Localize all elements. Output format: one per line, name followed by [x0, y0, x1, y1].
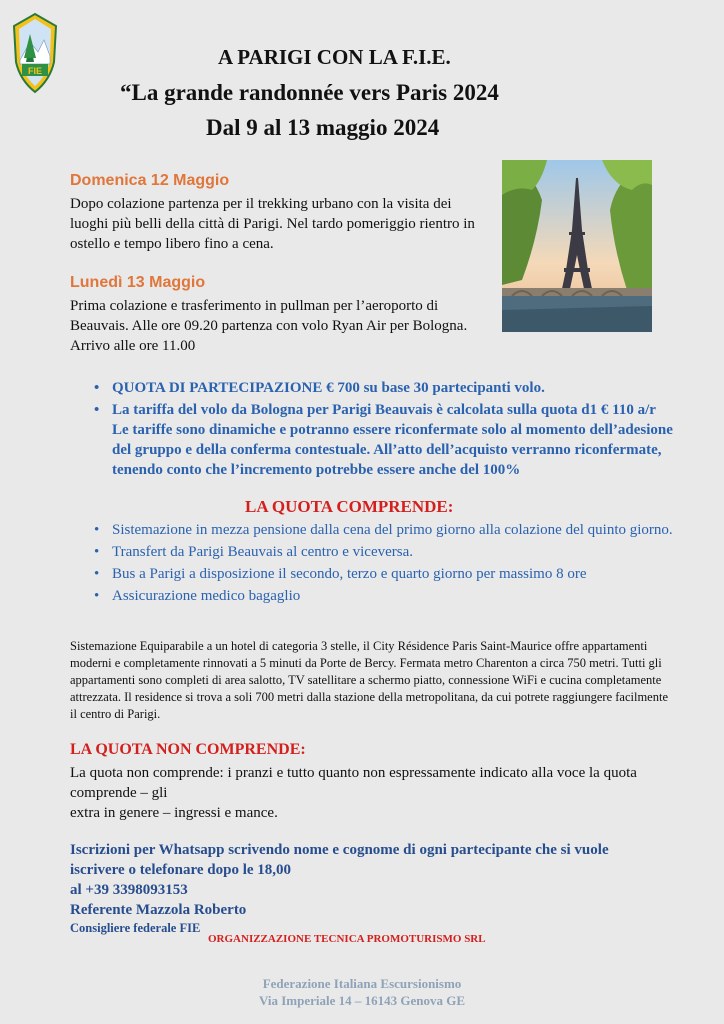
eiffel-tower-icon — [502, 160, 652, 332]
day-text-sunday: Dopo colazione partenza per il trekking urbano con la visita dei luoghi più belli della città di Parigi. Nel tardo pomeriggio rientro in ostello e tempo libero fino a cena. — [70, 196, 475, 252]
includes-list — [94, 520, 684, 608]
svg-text:FIE: FIE — [27, 66, 43, 76]
organizer-note: ORGANIZZAZIONE TECNICA PROMOTURISMO SRL — [208, 933, 486, 945]
day-text-monday: Prima colazione e trasferimento in pullman per l’aeroporto di Beauvais. Alle ore 09.20 partenza con volo Ryan Air per Bologna. Arrivo alle ore 11.00 — [70, 298, 468, 354]
eiffel-tower-photo — [502, 160, 652, 332]
contact-signup: Iscrizioni per Whatsapp scrivendo nome e cognome di ogni partecipante che si vuole iscrivere o telefonare dopo le 18,00 — [70, 842, 609, 878]
contact-referent: Referente Mazzola Roberto — [70, 902, 247, 918]
not-included-line: La quota non comprende: i pranzi e tutto quanto non espressamente indicato alla voce la quota comprende – gli — [70, 765, 637, 801]
includes-item: • Transfert da Parigi Beauvais al centro e viceversa. — [94, 542, 684, 562]
includes-item: • Bus a Parigi a disposizione il secondo, terzo e quarto giorno per massimo 8 ore — [94, 564, 684, 584]
footer-address: Via Imperiale 14 – 16143 Genova GE — [258, 993, 466, 1008]
quota-list — [94, 378, 674, 482]
not-included-line: extra in genere – ingressi e mance. — [70, 805, 278, 821]
includes-heading: LA QUOTA COMPRENDE: — [245, 497, 454, 516]
title-line-2: “La grande randonnée vers Paris 2024 — [120, 80, 499, 105]
footer-organization: Federazione Italiana Escursionismo — [262, 976, 462, 991]
contact-phone: al +39 3398093153 — [70, 882, 188, 898]
contact-role: Consigliere federale FIE — [70, 921, 201, 935]
not-included-heading: LA QUOTA NON COMPRENDE: — [70, 741, 306, 758]
includes-item: • Assicurazione medico bagaglio — [94, 586, 684, 606]
contact-block — [70, 840, 630, 936]
quota-item: • QUOTA DI PARTECIPAZIONE € 700 su base 30 partecipanti volo. — [94, 378, 674, 398]
title-line-3: Dal 9 al 13 maggio 2024 — [206, 115, 440, 140]
not-included-text — [70, 763, 670, 823]
fie-logo — [12, 12, 58, 94]
day-heading-monday: Lunedì 13 Maggio — [70, 274, 206, 291]
includes-item: • Sistemazione in mezza pensione dalla cena del primo giorno alla colazione del quinto giorno. — [94, 520, 684, 540]
title-line-1: A PARIGI CON LA F.I.E. — [218, 45, 451, 69]
day-heading-sunday: Domenica 12 Maggio — [70, 172, 230, 189]
quota-item: • La tariffa del volo da Bologna per Parigi Beauvais è calcolata sulla quota d1 € 110 a/r Le tariffe sono dinamiche e potranno essere riconfermate solo al momento dell’adesione del gruppo e della conferma contestuale. All’atto dell’acquisto verranno riconfermate, tenendo conto che l’incremento potrebbe essere anche del 100% — [94, 400, 674, 480]
hotel-description: Sistemazione Equiparabile a un hotel di categoria 3 stelle, il City Résidence Paris Saint-Maurice offre appartamenti moderni e completamente rinnovati a 5 minuti da Porte de Bercy. Fermata metro Charenton a circa 750 metri. Tutti gli appartamenti sono completi di area salotto, TV satellitare a schermo piatto, connessione WiFi e cucina completamente attrezzata. Il residence si trova a soli 700 metri dalla stazione della metropolitana, da cui potrete raggiungere facilmente il centro di Parigi. — [70, 639, 669, 721]
fie-shield-icon — [12, 12, 58, 94]
